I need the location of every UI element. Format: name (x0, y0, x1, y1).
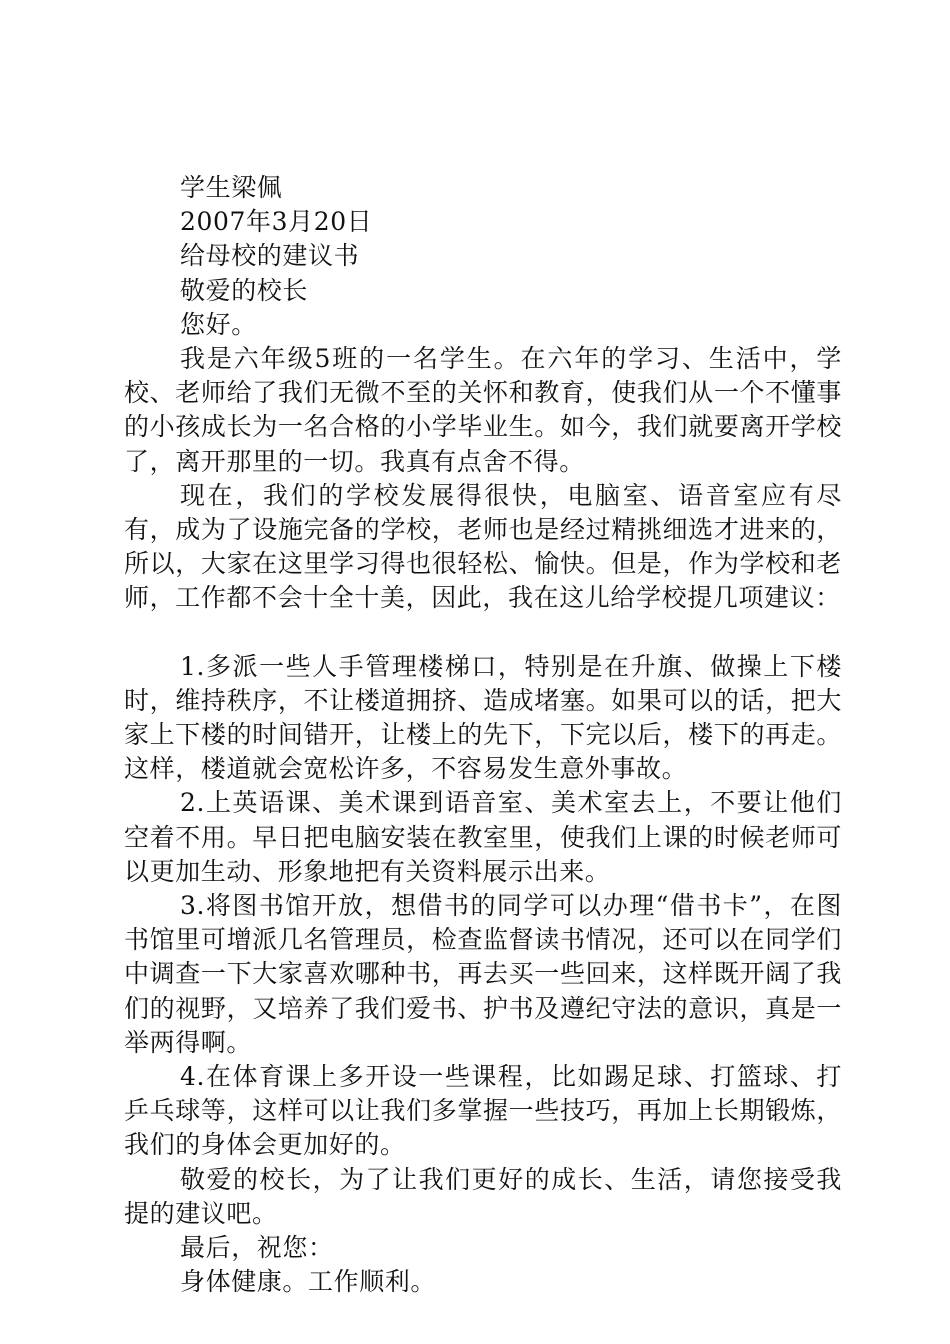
paragraph-spacer (124, 616, 842, 650)
suggestion-3: 3.将图书馆开放，想借书的同学可以办理“借书卡”，在图书馆里可增派几名管理员，检查监督读书情况，还可以在同学们中调查一下大家喜欢哪种书，再去买一些回来，这样既开阔了我们的视野，又培养了我们爱书、护书及遵纪守法的意识，真是一举两得啊。 (124, 891, 842, 1057)
salutation: 敬爱的校长 (180, 275, 309, 305)
suggestion-1: 1.多派一些人手管理楼梯口，特别是在升旗、做操上下楼时，维持秩序，不让楼道拥挤、造成堵塞。如果可以的话，把大家上下楼的时间错开，让楼上的先下，下完以后，楼下的再走。这样，楼道就会宽松许多，不容易发生意外事故。 (124, 651, 842, 784)
intro-paragraph: 我是六年级5班的一名学生。在六年的学习、生活中，学校、老师给了我们无微不至的关怀和教育，使我们从一个不懂事的小孩成长为一名合格的小学毕业生。如今，我们就要离开学校了，离开那里的一切。我真有点舍不得。 (124, 344, 842, 476)
closing-line: 最后，祝您： (180, 1233, 334, 1263)
date-line: 2007年3月20日 (180, 207, 373, 237)
suggestion-2: 2.上英语课、美术课到语音室、美术室去上，不要让他们空着不用。早日把电脑安装在教室里，使我们上课的时候老师可以更加生动、形象地把有关资料展示出来。 (124, 788, 842, 886)
letter-title: 给母校的建议书 (180, 241, 360, 271)
context-paragraph: 现在，我们的学校发展得很快，电脑室、语音室应有尽有，成为了设施完备的学校，老师也是经过精挑细选才进来的，所以，大家在这里学习得也很轻松、愉快。但是，作为学校和老师，工作都不会十全十美，因此，我在这儿给学校提几项建议： (124, 480, 842, 613)
closing-request: 敬爱的校长，为了让我们更好的成长、生活，请您接受我提的建议吧。 (124, 1164, 842, 1228)
greeting: 您好。 (180, 309, 257, 339)
signature-line: 学生梁佩 (180, 173, 283, 202)
wishes-line: 身体健康。工作顺利。 (180, 1267, 437, 1297)
suggestion-4: 4.在体育课上多开设一些课程，比如踢足球、打篮球、打乒乓球等，这样可以让我们多掌握一些技巧，再加上长期锻炼，我们的身体会更加好的。 (124, 1062, 842, 1160)
letter-body (124, 171, 842, 1300)
